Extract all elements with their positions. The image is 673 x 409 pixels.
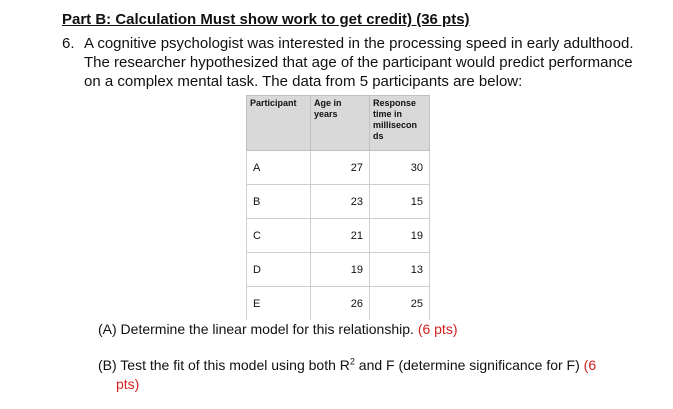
- cell-response-time: 13: [370, 253, 430, 287]
- table-row: [247, 253, 430, 287]
- cell-age: 23: [311, 185, 370, 219]
- header-age: Age in years: [311, 96, 370, 151]
- subquestion-a: [98, 321, 458, 337]
- table-row: [247, 219, 430, 253]
- question-number: 6.: [62, 35, 75, 52]
- cell-response-time: 15: [370, 185, 430, 219]
- cell-response-time: 25: [370, 287, 430, 321]
- cell-participant: A: [247, 151, 311, 185]
- cell-participant: D: [247, 253, 311, 287]
- cell-participant: C: [247, 219, 311, 253]
- subquestion-b: [98, 357, 596, 373]
- question-line-3: on a complex mental task. The data from 5 participants are below:: [84, 73, 523, 90]
- data-table: [246, 95, 430, 320]
- cell-age: 26: [311, 287, 370, 321]
- cell-age: 19: [311, 253, 370, 287]
- subquestion-a-points: (6 pts): [417, 321, 458, 337]
- cell-response-time: 30: [370, 151, 430, 185]
- header-response-time: Response time in millisecon ds: [370, 96, 430, 151]
- question-line-2: The researcher hypothesized that age of the participant would predict performance: [84, 54, 633, 71]
- cell-response-time: 19: [370, 219, 430, 253]
- subquestion-a-text: (A) Determine the linear model for this relationship.: [98, 321, 414, 337]
- header-participant: Participant: [247, 96, 311, 151]
- subquestion-b-text-after: and F (determine significance for F): [354, 357, 580, 373]
- cell-participant: E: [247, 287, 311, 321]
- table-row: [247, 287, 430, 321]
- part-title: Part B: Calculation Must show work to get credit) (36 pts): [62, 11, 470, 28]
- table-row: [247, 185, 430, 219]
- table-row: [247, 151, 430, 185]
- cell-age: 27: [311, 151, 370, 185]
- cell-age: 21: [311, 219, 370, 253]
- subquestion-b-points-continued: pts): [116, 376, 140, 392]
- question-line-1: A cognitive psychologist was interested in the processing speed in early adulthood.: [84, 35, 634, 52]
- table-header-row: [247, 96, 430, 151]
- r-squared-superscript: 2: [349, 356, 355, 367]
- subquestion-b-text: (B) Test the fit of this model using both R: [98, 357, 350, 373]
- subquestion-b-points: (6: [583, 357, 597, 373]
- cell-participant: B: [247, 185, 311, 219]
